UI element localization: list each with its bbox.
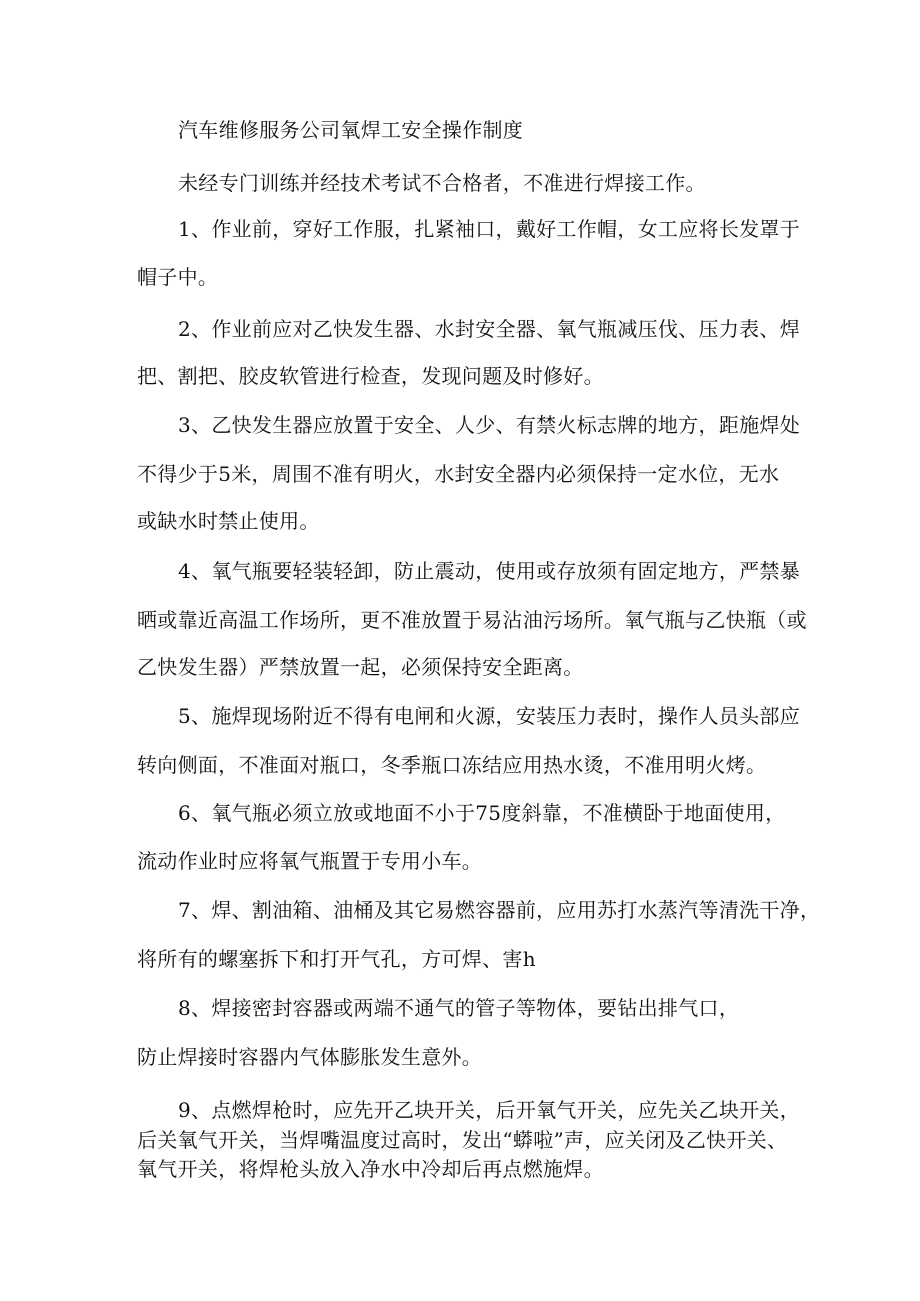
document-title: 汽车维修服务公司氧焊工安全操作制度 bbox=[178, 118, 524, 142]
item-4-line-1: 4、氧气瓶要轻装轻卸，防止震动，使用或存放须有固定地方，严禁暴 bbox=[178, 559, 801, 583]
item-9-line-1: 9、点燃焊枪时，应先开乙块开关，后开氧气开关，应先关乙块开关， bbox=[178, 1098, 801, 1122]
item-8-line-1: 8、焊接密封容器或两端不通气的管子等物体，要钻出排气口， bbox=[178, 996, 740, 1020]
item-7-line-2: 将所有的螺塞拆下和打开气孔，方可焊、害h bbox=[137, 947, 536, 971]
item-1-line-2: 帽子中。 bbox=[137, 265, 219, 289]
item-3-line-3: 或缺水时禁止使用。 bbox=[137, 509, 320, 533]
item-3-line-2: 不得少于5米，周围不准有明火，水封安全器内必须保持一定水位，无水 bbox=[137, 462, 780, 486]
item-3-line-1: 3、乙快发生器应放置于安全、人少、有禁火标志牌的地方，距施焊处 bbox=[178, 413, 801, 437]
item-8-line-2: 防止焊接时容器内气体膨胀发生意外。 bbox=[137, 1045, 483, 1069]
item-1-line-1: 1、作业前，穿好工作服，扎紧袖口，戴好工作帽，女工应将长发罩于 bbox=[178, 217, 801, 241]
item-5-line-2: 转向侧面，不准面对瓶口，冬季瓶口冻结应用热水烫，不准用明火烤。 bbox=[137, 753, 767, 777]
item-4-line-3: 乙快发生器）严禁放置一起，必须保持安全距离。 bbox=[137, 655, 584, 679]
item-6-line-1: 6、氧气瓶必须立放或地面不小于75度斜靠，不准横卧于地面使用， bbox=[178, 801, 786, 825]
item-9-line-3: 氧气开关，将焊枪头放入净水中冷却后再点燃施焊。 bbox=[137, 1157, 604, 1181]
item-5-line-1: 5、施焊现场附近不得有电闸和火源，安装压力表时，操作人员头部应 bbox=[178, 704, 801, 728]
item-6-line-2: 流动作业时应将氧气瓶置于专用小车。 bbox=[137, 849, 483, 873]
item-7-line-1: 7、焊、割油箱、油桶及其它易燃容器前，应用苏打水蒸汽等清洗干净， bbox=[178, 898, 821, 922]
intro-paragraph: 未经专门训练并经技术考试不合格者，不准进行焊接工作。 bbox=[178, 171, 706, 195]
item-4-line-2: 晒或靠近高温工作场所，更不准放置于易沾油污场所。氧气瓶与乙快瓶（或 bbox=[137, 608, 807, 632]
item-2-line-2: 把、割把、胶皮软管进行检查，发现问题及时修好。 bbox=[137, 364, 604, 388]
item-2-line-1: 2、作业前应对乙快发生器、水封安全器、氧气瓶减压伐、压力表、焊 bbox=[178, 317, 801, 341]
item-9-line-2: 后关氧气开关，当焊嘴温度过高时，发出“蟒啦”声，应关闭及乙快开关、 bbox=[137, 1128, 788, 1152]
